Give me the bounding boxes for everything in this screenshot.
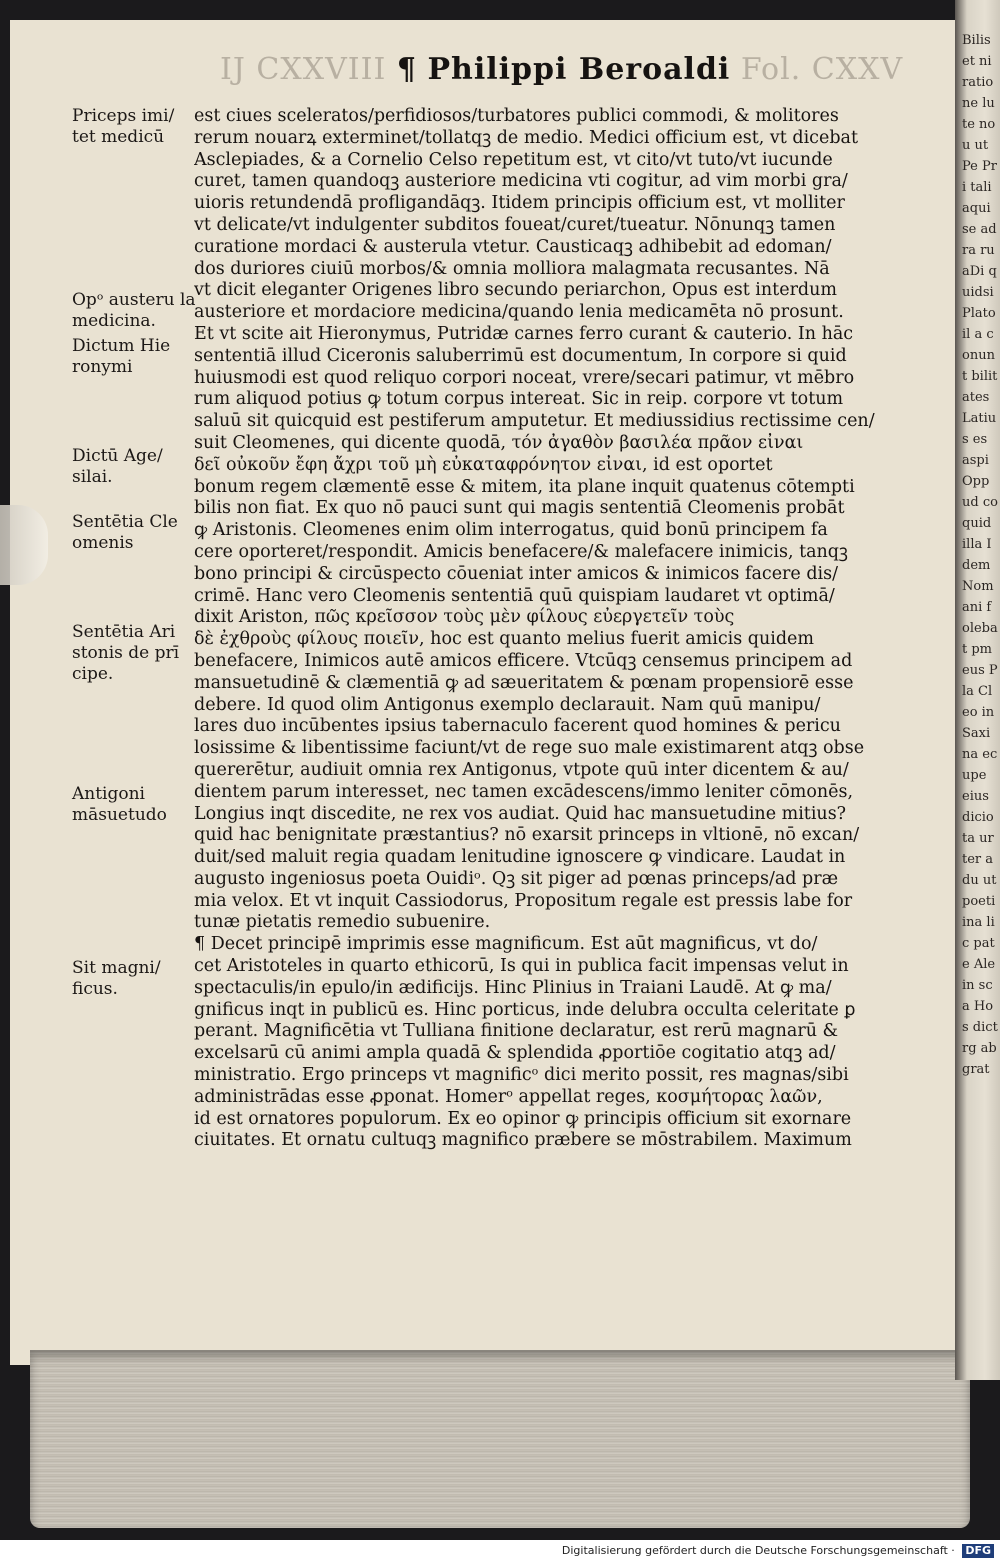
header-mark: ¶: [396, 52, 417, 87]
text-line: ꝙ Aristonis. Cleomenes enim olim interrogatus, quid bonū principem fa: [194, 520, 828, 541]
margin-note: Sentētia Ari stonis de prī cipe.: [72, 622, 180, 684]
text-line: huiusmodi est quod reliquo corpori noceat, vrere/secari patimur, vt mēbro: [194, 367, 855, 388]
page-edges: [30, 1350, 970, 1528]
text-line: debere. Id quod olim Antigonus exemplo declarauit. Nam quū manipu/: [194, 694, 821, 715]
text-line: δεῖ οὐκοῦν ἔφη ἄχρι τοῦ μὴ εὐκαταφρόνητον εἶναι, id est oportet: [194, 454, 773, 475]
text-line: austeriore et mordaciore medicina/quando lenia medicamēta nō prosunt.: [194, 302, 844, 323]
text-line: bilis non fiat. Ex quo nō pauci sunt qui magis sententiā Cleomenis probāt: [194, 498, 845, 519]
text-line: mia velox. Et vt inquit Cassiodorus, Propositum regale est pressis labe for: [194, 890, 853, 911]
text-line: vt dicit eleganter Origenes libro secundo periarchon, Opus est interdum: [194, 280, 837, 301]
margin-note: Sit magni/ ficus.: [72, 958, 161, 999]
text-line: est ciues sceleratos/perfidiosos/turbatores publici commodi, & molitores: [194, 106, 839, 126]
text-line: augusto ingeniosus poeta Ouidiᵒ. Qꝫ sit piger ad pœnas princeps/ad præ: [194, 868, 839, 889]
facing-page-text: Bilis et ni ratione lute nou ut Pe Pri taliaqui se ad ra ruaDi quidsi Plato il a conunt bilitates Latius es aspi Opp ud co quid illa Idem Nomani folebat pmeus Pla Cleo in Saxina ecupe eius dicio ta ur ter adu ut poeti ina lic pate Ale in sca Hos dict rg ab grat: [962, 33, 998, 1077]
text-line: tunæ pietatis remedio subuenire.: [194, 912, 491, 933]
text-line: dos duriores ciuiū morbos/& omnia molliora malagmata recusantes. Nā: [194, 258, 830, 279]
margin-note: Dictū Age/ silai.: [72, 446, 163, 487]
text-line: gnificus inqt in publicū es. Hinc porticus, inde delubra occulta celeritate ꝑ: [194, 999, 856, 1020]
text-line: ciuitates. Et ornatu cultuqꝫ magnifico præbere se mōstrabilem. Maximum: [194, 1130, 852, 1151]
text-line: bonum regem clæmentē esse & mitem, ita plane inquit quatenus cōtempti: [194, 476, 855, 497]
text-line: vt delicate/vt indulgenter subditos foueat/curet/tueatur. Nōnunqꝫ tamen: [194, 214, 836, 235]
text-line: suit Cleomenes, qui dicente quodā, τόν ἀγαθὸν βασιλέα πρᾶον εἶναι: [194, 432, 804, 453]
header-bleed-right: Fol. CXXV: [740, 52, 904, 87]
text-line: dixit Ariston, πῶς κρεῖσσον τοὺς μὲν φίλους εὐεργετεῖν τοὺς: [194, 607, 735, 628]
text-line: mansuetudinē & clæmentiā ꝙ ad sæueritatem & pœnam propensiorē esse: [194, 672, 854, 693]
text-line: sententiā illud Ciceronis saluberrimū est documentum, In corpore si quid: [194, 345, 847, 366]
text-line: curatione mordaci & austerula vtetur. Causticaqꝫ adhibebit ad edoman/: [194, 236, 832, 257]
text-line: losissime & libentissime faciunt/vt de rege suo male existimarent atqꝫ obse: [194, 738, 865, 759]
text-line: rum aliquod potius ꝙ totum corpus intereat. Sic in reip. corpore vt totum: [194, 389, 844, 410]
text-line: bono principi & circūspecto cōueniat inter amicos & inimicos facere dis/: [194, 563, 839, 584]
page-clip: [0, 505, 48, 585]
text-line: id est ornatores populorum. Ex eo opinor ꝙ principis officium sit exornare: [194, 1108, 852, 1129]
header-bleed-left: IJ CXXVIII: [220, 52, 387, 87]
text-line: peranṫ. Magnificētia vt Tulliana finitione declaratur, est rerū magnarū &: [194, 1021, 839, 1042]
margin-note: Dictum Hie ronymi: [72, 336, 171, 377]
text-line: rerum nouarꝝ exterminet/tollatqꝫ de medio. Medici officium est, vt dicebat: [194, 127, 858, 148]
text-line: crimē. Hanc vero Cleomenis sententiā quū quispiam laudaret vt optimā/: [194, 585, 835, 606]
dfg-logo: DFG: [962, 1544, 994, 1558]
text-line: administrādas esse ꝓponat. Homerᵒ appellat reges, κοσμήτορας λαῶν,: [194, 1086, 823, 1107]
text-line: Asclepiades, & a Cornelio Celso repetitum est, vt cito/vt tuto/vt iucunde: [194, 149, 833, 170]
footer: [0, 1540, 1000, 1561]
text-line: Et vt scite ait Hieronymus, Putridæ carnes ferro curanṫ & cauterio. In hāc: [194, 323, 854, 344]
text-line: δὲ ἐχθροὺς φίλους ποιεῖν, hoc est quanto melius fuerit amicis quidem: [194, 629, 815, 650]
margin-note: Opᵒ austeru la medicina.: [72, 290, 196, 331]
margin-note: Sentētia Cle omenis: [72, 512, 178, 553]
footer-credit: Digitalisierung gefördert durch die Deutsche Forschungsgemeinschaft ·: [561, 1544, 955, 1557]
body-text: [194, 106, 939, 1152]
text-line: uioris retundendā profligandāqꝫ. Itidem principis officium est, vt molliter: [194, 193, 845, 214]
text-line: excelsarū cū animi ampla quadā & splendida ꝓportiōe cogitatio atqꝫ ad/: [194, 1043, 836, 1064]
text-line: benefacere, Inimicos autē amicos efficere. Vtcūqꝫ censemus principem ad: [194, 650, 853, 671]
page-title: Philippi Beroaldi: [427, 52, 731, 87]
text-line: lares duo incūbentes ipsius tabernaculo facerent quod homines & pericu: [194, 716, 841, 737]
text-line: saluū sit quicquid est pestiferum amputetur. Et mediussidius rectissime cen/: [194, 411, 875, 432]
text-line: cere oporteret/respondit. Amicis benefacere/& malefacere inimicis, tanqꝫ: [194, 541, 848, 562]
running-header: [220, 52, 904, 92]
text-line: ministratio. Ergo princeps vt magnificᵒ dici merito possit, res magnas/sibi: [194, 1065, 849, 1086]
text-line: quid hac benignitate præstantius? nō exarsit princeps in vltionē, nō excan/: [194, 825, 860, 846]
text-line: ¶ Decet principē imprimis esse magnificum. Est aūt magnificus, vt do/: [194, 934, 818, 955]
text-line: cet Aristoteles in quarto ethicorū, Is qui in publica facit impensas velut in: [194, 956, 849, 977]
text-line: Longius inqt discedite, ne rex vos audiat. Quid hac mansuetudine mitius?: [194, 803, 847, 824]
text-line: dientem parum interesset, nec tamen excādescens/immo leniter cōmonēs,: [194, 781, 854, 802]
margin-note: Antigoni māsuetudo: [72, 784, 167, 825]
text-line: curet, tamen quandoqꝫ austeriore medicina vti cogitur, ad vim morbi gra/: [194, 171, 848, 192]
text-line: duit/sed maluit regia quadam lenitudine ignoscere ꝙ vindicare. Laudat in: [194, 847, 846, 868]
text-line: spectaculis/in epulo/in ædificijs. Hinc Plinius in Traiani Laudē. At ꝙ ma/: [194, 977, 832, 998]
text-line: quererētur, audiuit omnia rex Antigonus, vtpote quū inter dicentem & au/: [194, 759, 849, 780]
margin-note: Priceps imi/ tet medicū: [72, 106, 175, 147]
